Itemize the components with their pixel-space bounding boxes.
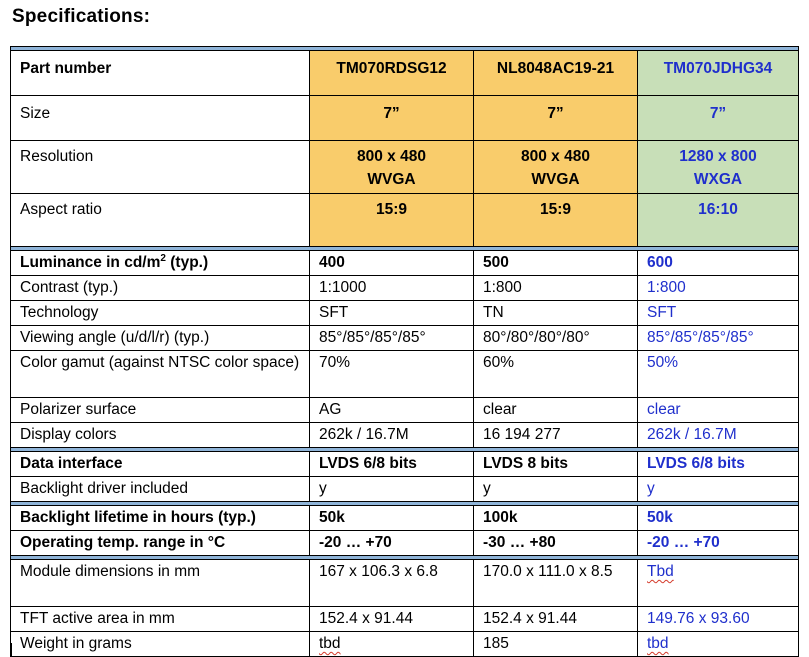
resolution-cell <box>638 141 799 194</box>
table-row-polarizer <box>11 398 799 423</box>
value-text: Tbd <box>647 563 674 580</box>
value-cell: 60% <box>474 351 638 398</box>
value-cell: 152.4 x 91.44 <box>310 607 474 632</box>
value-cell: 16 194 277 <box>474 423 638 448</box>
value-cell: 1:1000 <box>310 276 474 301</box>
value-cell: 85°/85°/85°/85° <box>310 326 474 351</box>
value-cell: 149.76 x 93.60 <box>638 607 799 632</box>
table-row-size <box>11 96 799 141</box>
text-cursor <box>11 643 12 656</box>
value-cell: -20 … +70 <box>638 531 799 556</box>
row-label: Viewing angle (u/d/l/r) (typ.) <box>11 326 310 351</box>
value-cell: AG <box>310 398 474 423</box>
value-cell: 1:800 <box>638 276 799 301</box>
resolution-pixels: 1280 x 800 <box>679 148 757 165</box>
label-text: (typ.) <box>165 254 209 271</box>
table-row-resolution <box>11 141 799 194</box>
label-text: Luminance in cd/m <box>20 254 161 271</box>
value-cell: 600 <box>638 251 799 276</box>
table-row-backlight-driver <box>11 477 799 502</box>
value-cell: LVDS 6/8 bits <box>638 452 799 477</box>
value-cell: 262k / 16.7M <box>310 423 474 448</box>
table-row-part-number <box>11 51 799 96</box>
row-label: Module dimensions in mm <box>11 560 310 607</box>
row-label: Technology <box>11 301 310 326</box>
row-label: Color gamut (against NTSC color space) <box>11 351 310 398</box>
part-number-cell: TM070RDSG12 <box>310 51 474 96</box>
value-cell: LVDS 8 bits <box>474 452 638 477</box>
row-label: Polarizer surface <box>11 398 310 423</box>
value-cell: y <box>474 477 638 502</box>
value-cell: 50k <box>638 506 799 531</box>
row-label: Aspect ratio <box>11 194 310 247</box>
value-cell <box>638 560 799 607</box>
value-cell: 50% <box>638 351 799 398</box>
row-label: Backlight lifetime in hours (typ.) <box>11 506 310 531</box>
table-row-module-dimensions <box>11 560 799 607</box>
value-cell: 400 <box>310 251 474 276</box>
value-cell: 170.0 x 111.0 x 8.5 <box>474 560 638 607</box>
value-cell: clear <box>638 398 799 423</box>
value-cell: 185 <box>474 632 638 657</box>
size-cell: 7” <box>474 96 638 141</box>
aspect-cell: 15:9 <box>310 194 474 247</box>
table-row-aspect-ratio <box>11 194 799 247</box>
value-cell: SFT <box>638 301 799 326</box>
table-row-display-colors <box>11 423 799 448</box>
aspect-cell: 15:9 <box>474 194 638 247</box>
value-text: tbd <box>319 635 341 652</box>
value-cell: 500 <box>474 251 638 276</box>
resolution-pixels: 800 x 480 <box>521 148 590 165</box>
value-cell: 167 x 106.3 x 6.8 <box>310 560 474 607</box>
value-cell <box>638 632 799 657</box>
value-cell: 50k <box>310 506 474 531</box>
value-cell: y <box>638 477 799 502</box>
table-row-operating-temp <box>11 531 799 556</box>
table-row-viewing-angle <box>11 326 799 351</box>
row-label: Size <box>11 96 310 141</box>
aspect-cell: 16:10 <box>638 194 799 247</box>
value-cell: TN <box>474 301 638 326</box>
value-cell: 1:800 <box>474 276 638 301</box>
value-cell: clear <box>474 398 638 423</box>
row-label <box>11 251 310 276</box>
row-label: Contrast (typ.) <box>11 276 310 301</box>
resolution-standard: WXGA <box>693 171 743 188</box>
value-cell: LVDS 6/8 bits <box>310 452 474 477</box>
row-label: TFT active area in mm <box>11 607 310 632</box>
value-cell: 80°/80°/80°/80° <box>474 326 638 351</box>
row-label: Data interface <box>11 452 310 477</box>
table-row-active-area <box>11 607 799 632</box>
value-cell: -20 … +70 <box>310 531 474 556</box>
size-cell: 7” <box>310 96 474 141</box>
table-row-backlight-lifetime <box>11 506 799 531</box>
value-cell: 70% <box>310 351 474 398</box>
part-number-cell: TM070JDHG34 <box>638 51 799 96</box>
value-cell: -30 … +80 <box>474 531 638 556</box>
value-cell: 262k / 16.7M <box>638 423 799 448</box>
value-cell: 152.4 x 91.44 <box>474 607 638 632</box>
table-row-color-gamut <box>11 351 799 398</box>
page-title: Specifications: <box>12 6 151 27</box>
row-label: Operating temp. range in °C <box>11 531 310 556</box>
value-cell <box>310 632 474 657</box>
row-label: Part number <box>11 51 310 96</box>
table-row-luminance <box>11 251 799 276</box>
resolution-standard: WVGA <box>367 171 416 188</box>
resolution-standard: WVGA <box>531 171 580 188</box>
value-cell: SFT <box>310 301 474 326</box>
row-label: Resolution <box>11 141 310 194</box>
resolution-pixels: 800 x 480 <box>357 148 426 165</box>
row-label: Weight in grams <box>11 632 310 657</box>
value-cell: 100k <box>474 506 638 531</box>
value-cell: 85°/85°/85°/85° <box>638 326 799 351</box>
row-label: Display colors <box>11 423 310 448</box>
part-number-cell: NL8048AC19-21 <box>474 51 638 96</box>
superscript: 2 <box>160 252 166 264</box>
resolution-cell <box>474 141 638 194</box>
table-row-technology <box>11 301 799 326</box>
value-text: tbd <box>647 635 669 652</box>
specifications-table <box>10 46 799 657</box>
table-row-data-interface <box>11 452 799 477</box>
table-row-contrast <box>11 276 799 301</box>
size-cell: 7” <box>638 96 799 141</box>
value-cell: y <box>310 477 474 502</box>
table-row-weight <box>11 632 799 657</box>
row-label: Backlight driver included <box>11 477 310 502</box>
resolution-cell <box>310 141 474 194</box>
